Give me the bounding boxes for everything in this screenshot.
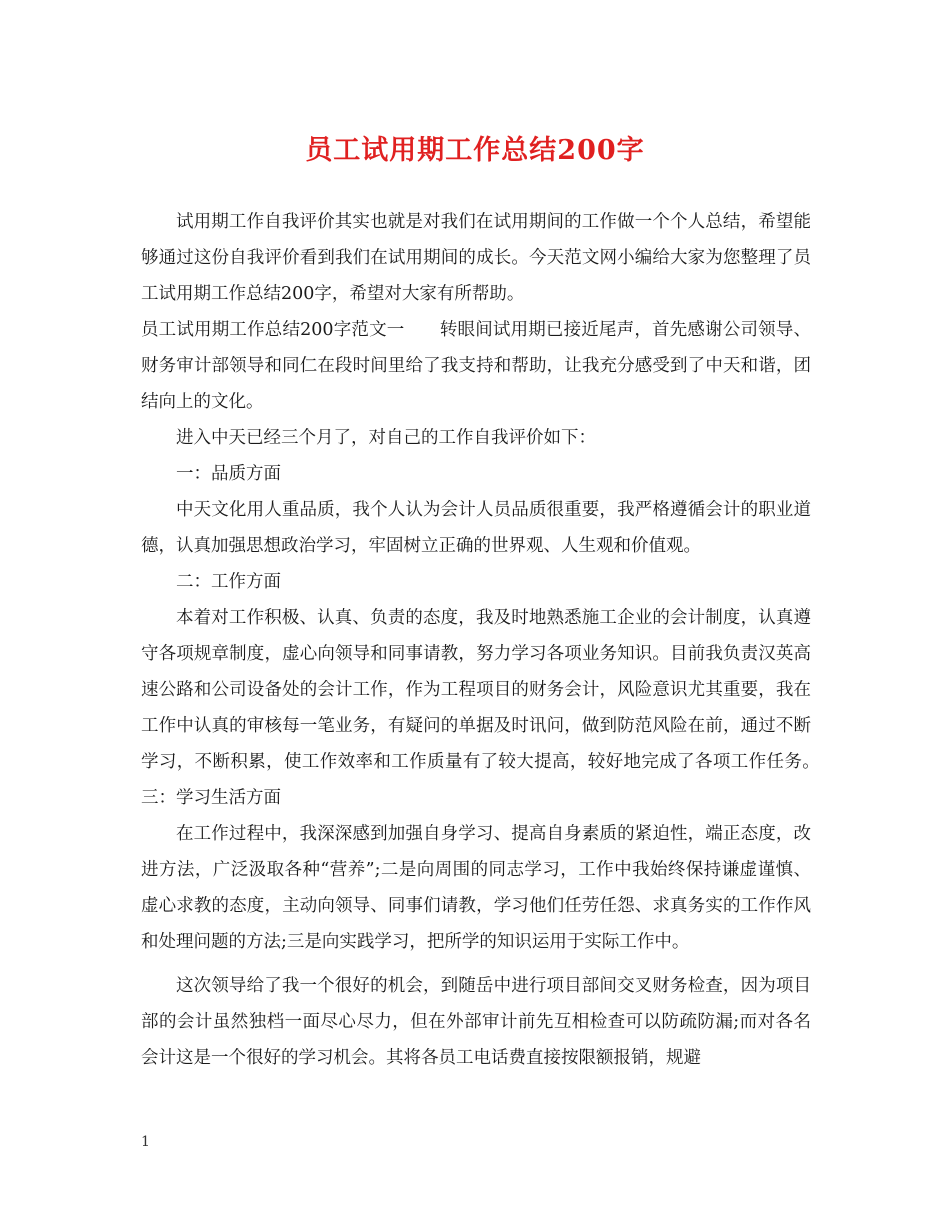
work-paragraph: 本着对工作积极、认真、负责的态度，我及时地熟悉施工企业的会计制度，认真遵守各项规章制度，虚心向领导和同事请教，努力学习各项业务知识。目前我负责汉英高速公路和公司设备处的会计工作，作为工程项目的财务会计，风险意识尤其重要，我在工作中认真的审核每一笔业务，有疑问的单据及时讯问，做到防范风险在前，通过不断学习，不断积累，使工作效率和工作质量有了较大提高，较好地完成了各项工作任务。 三：学习生活方面 xyxy=(141,608,829,808)
study-paragraph: 在工作过程中，我深深感到加强自身学习、提高自身素质的紧迫性，端正态度，改进方法，广泛汲取各种“营养”;二是向周围的同志学习，工作中我始终保持谦虚谨慎、虚心求教的态度，主动向领导、同事们请教，学习他们任劳任怨、求真务实的工作作风和处理问题的方法;三是向实践学习，把所学的知识运用于实际工作中。 xyxy=(141,824,811,952)
intro-paragraph: 试用期工作自我评价其实也就是对我们在试用期间的工作做一个个人总结，希望能够通过这份自我评价看到我们在试用期间的成长。今天范文网小编给大家为您整理了员工试用期工作总结200字，希望对大家有所帮助。 xyxy=(141,212,811,304)
document-title: 员工试用期工作总结200字 xyxy=(305,135,645,166)
section-heading-quality: 一：品质方面 xyxy=(176,464,281,484)
page-number: 1 xyxy=(141,1134,150,1150)
inspection-paragraph: 这次领导给了我一个很好的机会，到随岳中进行项目部间交叉财务检查，因为项目部的会计虽然独档一面尽心尽力，但在外部审计前先互相检查可以防疏防漏;而对各名会计这是一个很好的学习机会。其将各员工电话费直接按限额报销，规避 xyxy=(141,976,811,1068)
sample-one-paragraph: 员工试用期工作总结200字范文一 转眼间试用期已接近尾声，首先感谢公司领导、财务审计部领导和同仁在段时间里给了我支持和帮助，让我充分感受到了中天和谐，团结向上的文化。 xyxy=(141,320,811,412)
quality-paragraph: 中天文化用人重品质，我个人认为会计人员品质很重要，我严格遵循会计的职业道德，认真加强思想政治学习，牢固树立正确的世界观、人生观和价值观。 xyxy=(141,500,811,556)
section-heading-work: 二：工作方面 xyxy=(176,572,281,592)
document-body xyxy=(141,204,829,1076)
self-evaluation-intro: 进入中天已经三个月了，对自己的工作自我评价如下： xyxy=(176,428,596,448)
